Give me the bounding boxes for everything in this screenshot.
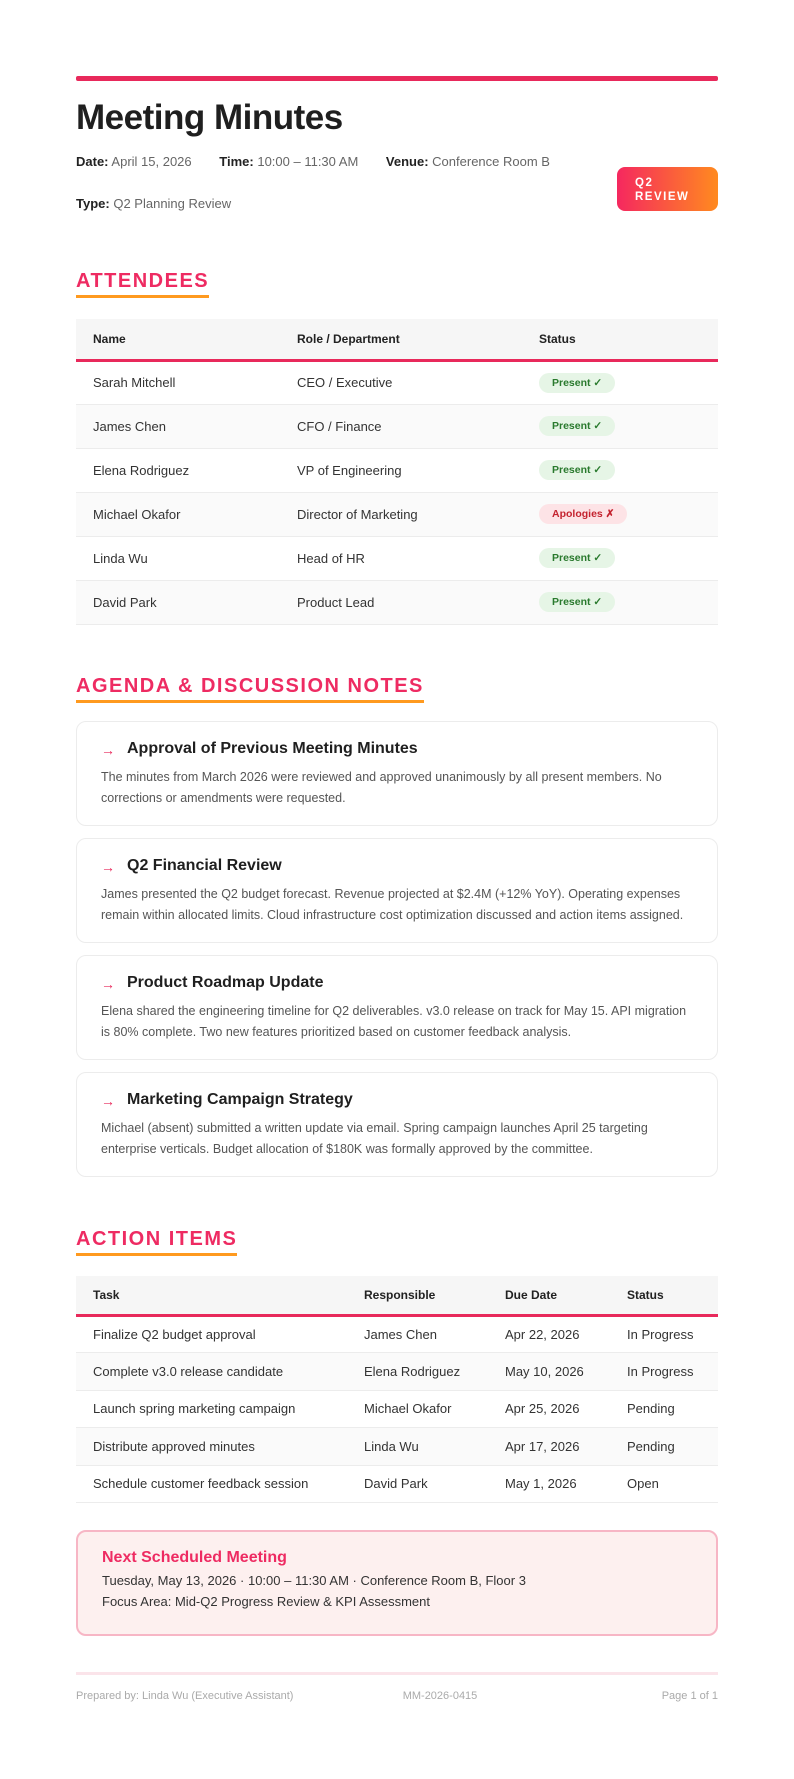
table-row <box>76 492 718 536</box>
action-responsible: Linda Wu <box>347 1428 488 1466</box>
table-row <box>76 1353 718 1391</box>
agenda-card-header <box>101 857 693 875</box>
agenda-item-notes: Elena shared the engineering timeline for Q2 deliverables. v3.0 release on track for May 15. API migration is 80% complete. Two new features prioritized based on customer feedback analysis. <box>101 1004 687 1039</box>
meta-row-1 <box>76 154 574 169</box>
action-status: In Progress <box>610 1315 718 1353</box>
page-title: Meeting Minutes <box>76 98 343 137</box>
footer-rule <box>76 1672 718 1675</box>
attendee-name: Linda Wu <box>76 536 280 580</box>
agenda-card <box>76 1072 718 1177</box>
arrow-right-icon: → <box>101 742 115 758</box>
table-row <box>76 1315 718 1353</box>
meta-type: Type: Q2 Planning Review <box>76 196 232 211</box>
table-row <box>76 1465 718 1503</box>
attendee-role: CEO / Executive <box>280 360 522 404</box>
action-task: Schedule customer feedback session <box>76 1465 347 1503</box>
action-status: Pending <box>610 1428 718 1466</box>
agenda-item-notes: Michael (absent) submitted a written update via email. Spring campaign launches April 25 targeting enterprise verticals. Budget allocation of $180K was formally approved by the committee. <box>101 1121 648 1156</box>
attendee-status-cell <box>522 536 718 580</box>
action-responsible: Elena Rodriguez <box>347 1353 488 1391</box>
action-responsible: James Chen <box>347 1315 488 1353</box>
action-task: Complete v3.0 release candidate <box>76 1353 347 1391</box>
top-accent-rule <box>76 76 718 81</box>
agenda-card <box>76 721 718 826</box>
agenda-section-title: AGENDA & DISCUSSION NOTES <box>76 675 424 703</box>
action-items-table <box>76 1276 718 1503</box>
agenda-card-header <box>101 740 693 758</box>
attendees-table <box>76 319 718 625</box>
attendee-name: James Chen <box>76 404 280 448</box>
attendee-name: Elena Rodriguez <box>76 448 280 492</box>
action-status: Pending <box>610 1390 718 1428</box>
agenda-card <box>76 838 718 943</box>
footer-doc-id: MM-2026-0415 <box>402 1690 478 1702</box>
action-responsible: David Park <box>347 1465 488 1503</box>
next-meeting-title: Next Scheduled Meeting <box>102 1549 287 1566</box>
table-row <box>76 360 718 404</box>
agenda-card-header <box>101 1091 693 1109</box>
attendee-role: VP of Engineering <box>280 448 522 492</box>
col-due-date: Due Date <box>488 1276 610 1315</box>
attendee-status-cell <box>522 580 718 624</box>
action-due-date: Apr 17, 2026 <box>488 1428 610 1466</box>
action-status: Open <box>610 1465 718 1503</box>
status-badge: Present ✓ <box>539 592 615 612</box>
table-header-row <box>76 319 718 360</box>
attendee-status-cell <box>522 492 718 536</box>
agenda-card-header <box>101 974 693 992</box>
action-status: In Progress <box>610 1353 718 1391</box>
footer-prepared-by: Prepared by: Linda Wu (Executive Assistant) <box>76 1690 294 1702</box>
agenda-item-title: Product Roadmap Update <box>127 974 324 991</box>
next-meeting-box <box>76 1530 718 1636</box>
meta-time: Time: 10:00 – 11:30 AM <box>219 154 359 169</box>
attendee-role: Product Lead <box>280 580 522 624</box>
attendee-name: David Park <box>76 580 280 624</box>
meta-venue: Venue: Conference Room B <box>385 154 550 169</box>
attendee-name: Michael Okafor <box>76 492 280 536</box>
status-badge: Present ✓ <box>539 373 615 393</box>
next-meeting-when: Tuesday, May 13, 2026 · 10:00 – 11:30 AM · Conference Room B, Floor 3 <box>102 1573 526 1588</box>
status-badge: Apologies ✗ <box>539 504 627 524</box>
col-name: Name <box>76 319 280 360</box>
action-due-date: May 1, 2026 <box>488 1465 610 1503</box>
attendee-name: Sarah Mitchell <box>76 360 280 404</box>
footer-page-number: Page 1 of 1 <box>661 1690 718 1702</box>
arrow-right-icon: → <box>101 976 115 992</box>
agenda-item-notes: The minutes from March 2026 were reviewed and approved unanimously by all present members. No corrections or amendments were requested. <box>101 770 662 805</box>
status-badge: Present ✓ <box>539 548 615 568</box>
agenda-item-title: Q2 Financial Review <box>127 857 282 874</box>
attendees-section-title: ATTENDEES <box>76 270 209 298</box>
table-header-row <box>76 1276 718 1315</box>
table-row <box>76 404 718 448</box>
col-status: Status <box>522 319 718 360</box>
attendee-status-cell <box>522 404 718 448</box>
table-row <box>76 1390 718 1428</box>
attendee-role: Head of HR <box>280 536 522 580</box>
col-task: Task <box>76 1276 347 1315</box>
status-badge: Present ✓ <box>539 416 615 436</box>
next-meeting-focus: Focus Area: Mid-Q2 Progress Review & KPI Assessment <box>102 1594 431 1609</box>
table-row <box>76 536 718 580</box>
status-badge: Present ✓ <box>539 460 615 480</box>
table-row <box>76 448 718 492</box>
table-row <box>76 1428 718 1466</box>
col-status: Status <box>610 1276 718 1315</box>
action-task: Distribute approved minutes <box>76 1428 347 1466</box>
action-due-date: May 10, 2026 <box>488 1353 610 1391</box>
arrow-right-icon: → <box>101 859 115 875</box>
action-responsible: Michael Okafor <box>347 1390 488 1428</box>
agenda-item-notes: James presented the Q2 budget forecast. Revenue projected at $2.4M (+12% YoY). Operating expenses remain within allocated limits. Cloud infrastructure cost optimization discussed and action items assigned. <box>101 887 684 922</box>
action-items-section-title: ACTION ITEMS <box>76 1228 237 1256</box>
table-row <box>76 580 718 624</box>
action-due-date: Apr 22, 2026 <box>488 1315 610 1353</box>
agenda-item-title: Approval of Previous Meeting Minutes <box>127 740 418 757</box>
attendee-status-cell <box>522 448 718 492</box>
agenda-item-title: Marketing Campaign Strategy <box>127 1091 353 1108</box>
agenda-card <box>76 955 718 1060</box>
col-role: Role / Department <box>280 319 522 360</box>
action-task: Finalize Q2 budget approval <box>76 1315 347 1353</box>
action-due-date: Apr 25, 2026 <box>488 1390 610 1428</box>
arrow-right-icon: → <box>101 1093 115 1109</box>
attendee-status-cell <box>522 360 718 404</box>
action-task: Launch spring marketing campaign <box>76 1390 347 1428</box>
q2-review-badge: Q2 REVIEW <box>617 167 718 211</box>
meta-date: Date: April 15, 2026 <box>76 154 192 169</box>
col-responsible: Responsible <box>347 1276 488 1315</box>
attendee-role: Director of Marketing <box>280 492 522 536</box>
attendee-role: CFO / Finance <box>280 404 522 448</box>
